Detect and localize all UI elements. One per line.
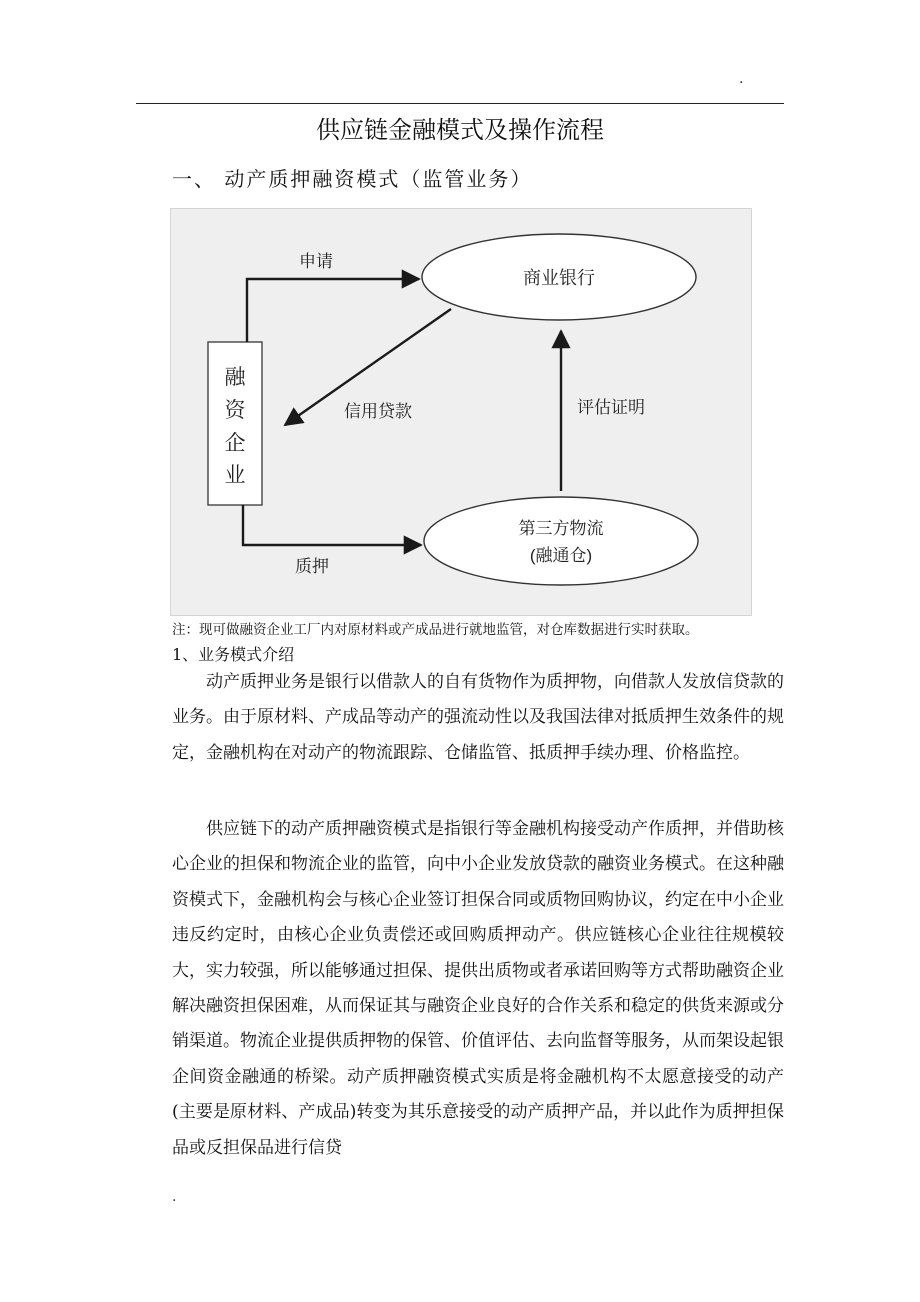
header-rule [136, 103, 784, 104]
paragraph-2: 供应链下的动产质押融资模式是指银行等金融机构接受动产作质押，并借助核心企业的担保和物流企业的监管，向中小企业发放贷款的融资业务模式。在这种融资模式下，金融机构会与核心企业签订担保合同或质物回购协议，约定在中小企业违反约定时，由核心企业负责偿还或回购质押动产。供应链核心企业往往规模较大，实力较强，所以能够通过担保、提供出质物或者承诺回购等方式帮助融资企业解决融资担保困难，从而保证其与融资企业良好的合作关系和稳定的供货来源或分销渠道。物流企业提供质押物的保管、价值评估、去向监督等服务，从而架设起银企间资金融通的桥梁。动产质押融资模式实质是将金融机构不太愿意接受的动产(主要是原材料、产成品)转变为其乐意接受的动产质押产品，并以此作为质押担保品或反担保品进行信贷 [172, 819, 784, 1158]
enterprise-char-2: 资 [224, 399, 246, 422]
logistics-label-line1: 第三方物流 [518, 519, 604, 538]
enterprise-char-4: 业 [224, 464, 246, 487]
header-mark: . [739, 71, 744, 87]
pledge-arrow [243, 505, 421, 545]
apply-label: 申请 [299, 252, 333, 271]
subsection-heading: 1、业务模式介绍 [172, 645, 295, 664]
credit-loan-label: 信用贷款 [344, 402, 412, 421]
diagram-canvas [171, 209, 753, 617]
apply-arrow [247, 279, 419, 342]
evaluation-label: 评估证明 [577, 398, 645, 417]
paragraph-1: 动产质押业务是银行以借款人的自有货物作为质押物，向借款人发放信贷款的业务。由于原材料、产成品等动产的强流动性以及我国法律对抵质押生效条件的规定，金融机构在对动产的物流跟踪、仓储监管、抵质押手续办理、价格监控。 [172, 672, 784, 763]
footer-mark: . [172, 1189, 177, 1205]
figure-note: 注：现可做融资企业工厂内对原材料或产成品进行就地监管，对仓库数据进行实时获取。 [172, 622, 699, 638]
logistics-label-line2: (融通仓) [529, 546, 593, 565]
section-heading: 一、 动产质押融资模式（监管业务） [172, 167, 533, 191]
pledge-label: 质押 [295, 557, 329, 576]
page-title: 供应链金融模式及操作流程 [316, 116, 604, 144]
enterprise-char-3: 企 [224, 432, 246, 455]
logistics-node [424, 497, 698, 585]
flow-diagram [170, 208, 752, 616]
bank-label: 商业银行 [523, 268, 595, 288]
enterprise-char-1: 融 [224, 366, 246, 389]
